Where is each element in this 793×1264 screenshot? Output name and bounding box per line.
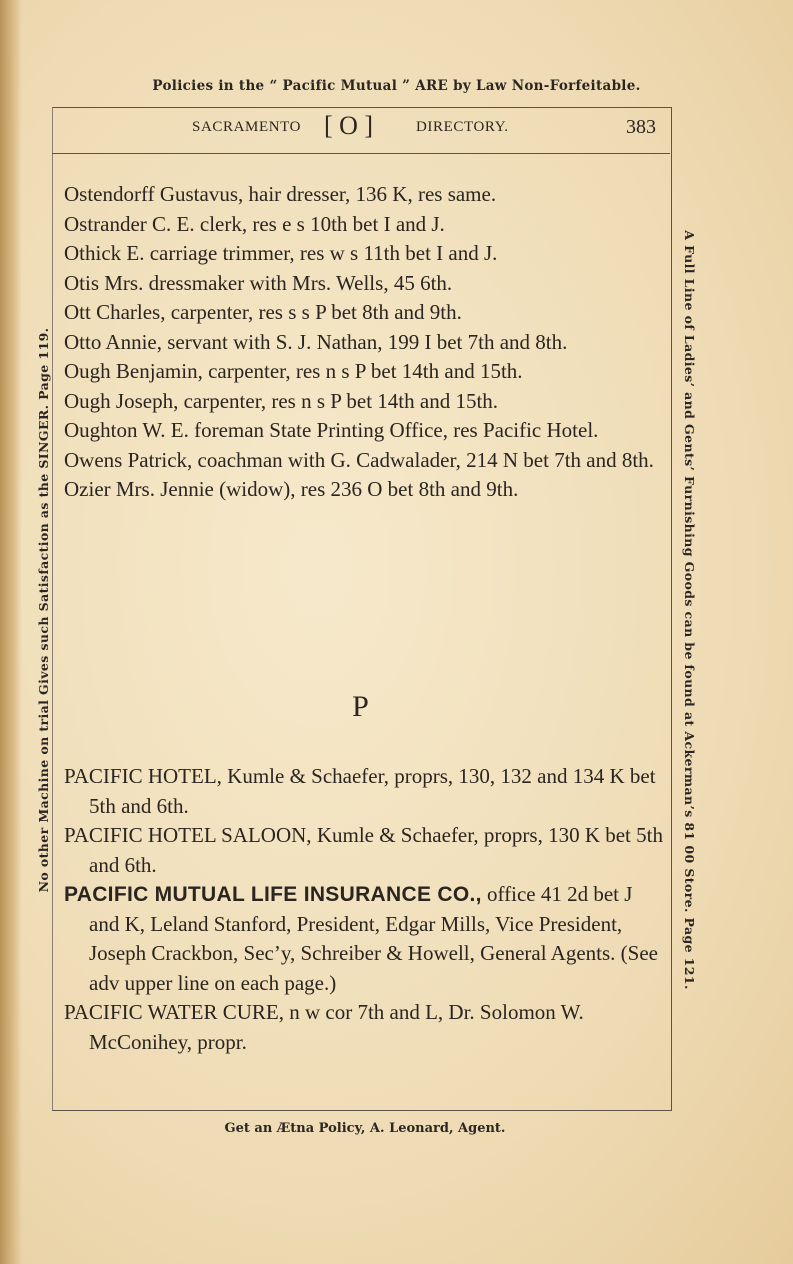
right-side-advert: A Full Line of Ladies’ and Gents’ Furnishing Goods can be found at Ackerman’s 81 00 Store. Page 121. [682,230,697,990]
bottom-advert-banner: Get an Ætna Policy, A. Leonard, Agent. [224,1121,506,1136]
directory-entry [64,821,664,880]
directory-entry: Ostendorff Gustavus, hair dresser, 136 K, res same. [64,182,497,206]
page-number: 383 [626,116,656,138]
header-title: DIRECTORY. [416,119,509,135]
directory-entries-o [64,180,664,505]
entry-name: PACIFIC HOTEL, [64,764,222,788]
directory-entries-p [64,762,664,1057]
entry-details: Kumle & Schaefer, proprs, 130 K bet 5th and 6th. [89,823,663,877]
directory-entry: Othick E. carriage trimmer, res w s 11th bet I and J. [64,241,498,265]
directory-entry: Ott Charles, carpenter, res s s P bet 8th and 9th. [64,300,462,324]
directory-entry: Otto Annie, servant with S. J. Nathan, 199 I bet 7th and 8th. [64,329,568,354]
directory-entry: Ostrander C. E. clerk, res e s 10th bet I and J. [64,211,445,236]
directory-entry: Otis Mrs. dressmaker with Mrs. Wells, 45 6th. [64,270,453,295]
entry-details: n w cor 7th and L, Dr. Solomon W. McConihey, propr. [89,1000,584,1054]
header-section-letter: [ O ] [324,111,374,140]
header-city: SACRAMENTO [192,119,302,135]
directory-entry [64,998,664,1057]
entry-name: PACIFIC HOTEL SALOON, [64,823,312,847]
entry-details: office 41 2d bet J and K, Leland Stanford, President, Edgar Mills, Vice President, Joseph Crackbon, Sec’y, Schreiber & Howell, General Agents. (See adv upper line on each page.) [89,882,658,995]
directory-entry: Oughton W. E. foreman State Printing Office, res Pacific Hotel. [64,418,599,442]
running-header [52,107,670,154]
directory-entry [64,880,664,998]
entry-name: PACIFIC MUTUAL LIFE INSURANCE CO., [64,883,482,906]
directory-entry [64,762,664,821]
directory-entry: Ozier Mrs. Jennie (widow), res 236 O bet 8th and 9th. [64,477,519,501]
directory-entry: Owens Patrick, coachman with G. Cadwalader, 214 N bet 7th and 8th. [64,447,654,472]
directory-entry: Ough Joseph, carpenter, res n s P bet 14th and 15th. [64,388,499,413]
left-side-advert: No other Machine on trial Gives such Satisfaction as the SINGER. Page 119. [36,327,51,893]
top-advert-banner: Policies in the “ Pacific Mutual ” ARE by Law Non-Forfeitable. [152,78,641,94]
page-spine-shadow [0,0,22,1264]
directory-entry: Ough Benjamin, carpenter, res n s P bet 14th and 15th. [64,359,523,383]
entry-details: Kumle & Schaefer, proprs, 130, 132 and 134 K bet 5th and 6th. [89,764,656,818]
entry-name: PACIFIC WATER CURE, [64,1000,284,1024]
section-heading-p: P [352,690,370,723]
